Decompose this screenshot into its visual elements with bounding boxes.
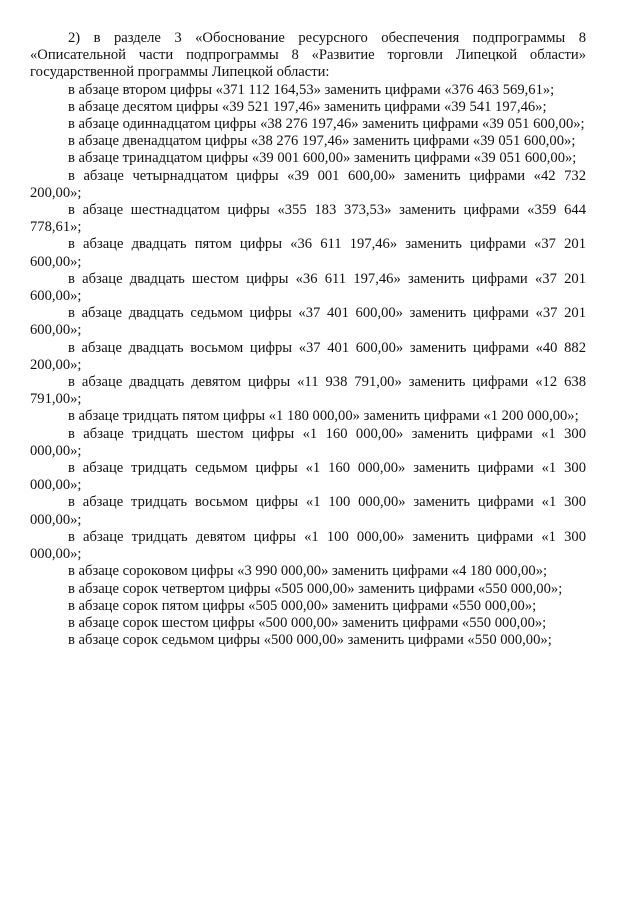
amendment-paragraph-47: в абзаце сорок седьмом цифры «500 000,00» заменить цифрами «550 000,00»; (68, 632, 552, 649)
amendment-paragraph-14: в абзаце четырнадцатом цифры «39 001 600,00» заменить цифрами «42 732 200,00»; (30, 167, 586, 201)
document-page (30, 30, 586, 649)
amendment-paragraph-25: в абзаце двадцать пятом цифры «36 611 197,46» заменить цифрами «37 201 600,00»; (30, 236, 586, 270)
amendment-paragraph-38: в абзаце тридцать восьмом цифры «1 100 000,00» заменить цифрами «1 300 000,00»; (30, 494, 586, 528)
amendment-paragraph-12: в абзаце двенадцатом цифры «38 276 197,46» заменить цифрами «39 051 600,00»; (68, 133, 576, 150)
section-intro-paragraph: 2) в разделе 3 «Обоснование ресурсного обеспечения подпрограммы 8 «Описательной части подпрограммы 8 «Развитие торговли Липецкой области» государственной программы Липецкой области: (30, 30, 586, 81)
amendment-paragraph-16: в абзаце шестнадцатом цифры «355 183 373,53» заменить цифрами «359 644 778,61»; (30, 202, 586, 236)
amendment-paragraph-27: в абзаце двадцать седьмом цифры «37 401 600,00» заменить цифрами «37 201 600,00»; (30, 305, 586, 339)
amendment-paragraph-36: в абзаце тридцать шестом цифры «1 160 000,00» заменить цифрами «1 300 000,00»; (30, 425, 586, 459)
amendment-paragraph-28: в абзаце двадцать восьмом цифры «37 401 600,00» заменить цифрами «40 882 200,00»; (30, 339, 586, 373)
amendment-paragraph-11: в абзаце одиннадцатом цифры «38 276 197,46» заменить цифрами «39 051 600,00»; (68, 116, 585, 133)
amendment-paragraph-26: в абзаце двадцать шестом цифры «36 611 197,46» заменить цифрами «37 201 600,00»; (30, 270, 586, 305)
amendment-paragraph-35: в абзаце тридцать пятом цифры «1 180 000,00» заменить цифрами «1 200 000,00»; (68, 408, 579, 425)
amendment-paragraph-10: в абзаце десятом цифры «39 521 197,46» заменить цифрами «39 541 197,46»; (68, 98, 547, 115)
amendment-paragraph-13: в абзаце тринадцатом цифры «39 001 600,00» заменить цифрами «39 051 600,00»; (68, 150, 577, 167)
amendment-paragraph-2: в абзаце втором цифры «371 112 164,53» заменить цифрами «376 463 569,61»; (68, 81, 555, 98)
amendment-paragraph-44: в абзаце сорок четвертом цифры «505 000,00» заменить цифрами «550 000,00»; (68, 580, 563, 597)
amendment-paragraph-46: в абзаце сорок шестом цифры «500 000,00» заменить цифрами «550 000,00»; (68, 614, 547, 631)
amendment-paragraph-37: в абзаце тридцать седьмом цифры «1 160 000,00» заменить цифрами «1 300 000,00»; (30, 460, 586, 494)
amendment-paragraph-39: в абзаце тридцать девятом цифры «1 100 000,00» заменить цифрами «1 300 000,00»; (30, 528, 586, 563)
amendment-paragraph-40: в абзаце сороковом цифры «3 990 000,00» заменить цифрами «4 180 000,00»; (68, 563, 548, 580)
amendment-paragraph-29: в абзаце двадцать девятом цифры «11 938 791,00» заменить цифрами «12 638 791,00»; (30, 374, 586, 408)
amendment-paragraph-45: в абзаце сорок пятом цифры «505 000,00» заменить цифрами «550 000,00»; (68, 597, 537, 614)
